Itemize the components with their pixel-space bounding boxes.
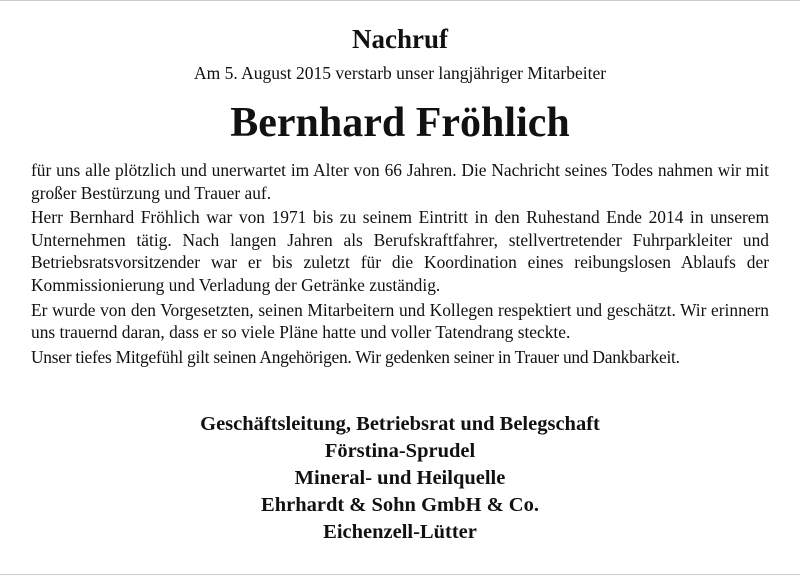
signature-line: Geschäftsleitung, Betriebsrat und Belegschaft (200, 413, 600, 435)
paragraph: Er wurde von den Vorgesetzten, seinen Mitarbeitern und Kollegen respektiert und geschätzt. Wir erinnern uns trauernd daran, dass er so viele Pläne hatte und voller Tatendrang steckte. (31, 299, 769, 343)
obituary-body (31, 159, 769, 370)
signature-line: Eichenzell-Lütter (323, 521, 477, 543)
paragraph: Unser tiefes Mitgefühl gilt seinen Angehörigen. Wir gedenken seiner in Trauer und Dankbarkeit. (31, 346, 680, 367)
signature-line: Ehrhardt & Sohn GmbH & Co. (261, 494, 539, 516)
paragraph: Herr Bernhard Fröhlich war von 1971 bis zu seinem Eintritt in den Ruhestand Ende 2014 in unserem Unternehmen tätig. Nach langen Jahren als Berufskraftfahrer, stellvertretender Fuhrparkleiter und Betriebsratsvorsitzender war er bis zuletzt für die Koordination eines reibungslosen Ablaufs der Kommissionierung und Verladung der Getränke zuständig. (31, 207, 769, 295)
paragraph: für uns alle plötzlich und unerwartet im Alter von 66 Jahren. Die Nachricht seines Todes nahmen wir mit großer Bestürzung und Trauer auf. (31, 160, 769, 203)
notice-heading: Nachruf (352, 24, 448, 54)
signature-line: Förstina-Sprudel (324, 440, 476, 462)
signature-block (0, 411, 800, 546)
deceased-name: Bernhard Fröhlich (230, 100, 570, 146)
intro-line: Am 5. August 2015 verstarb unser langjähriger Mitarbeiter (193, 63, 607, 83)
signature-line: Mineral- und Heilquelle (294, 467, 506, 489)
